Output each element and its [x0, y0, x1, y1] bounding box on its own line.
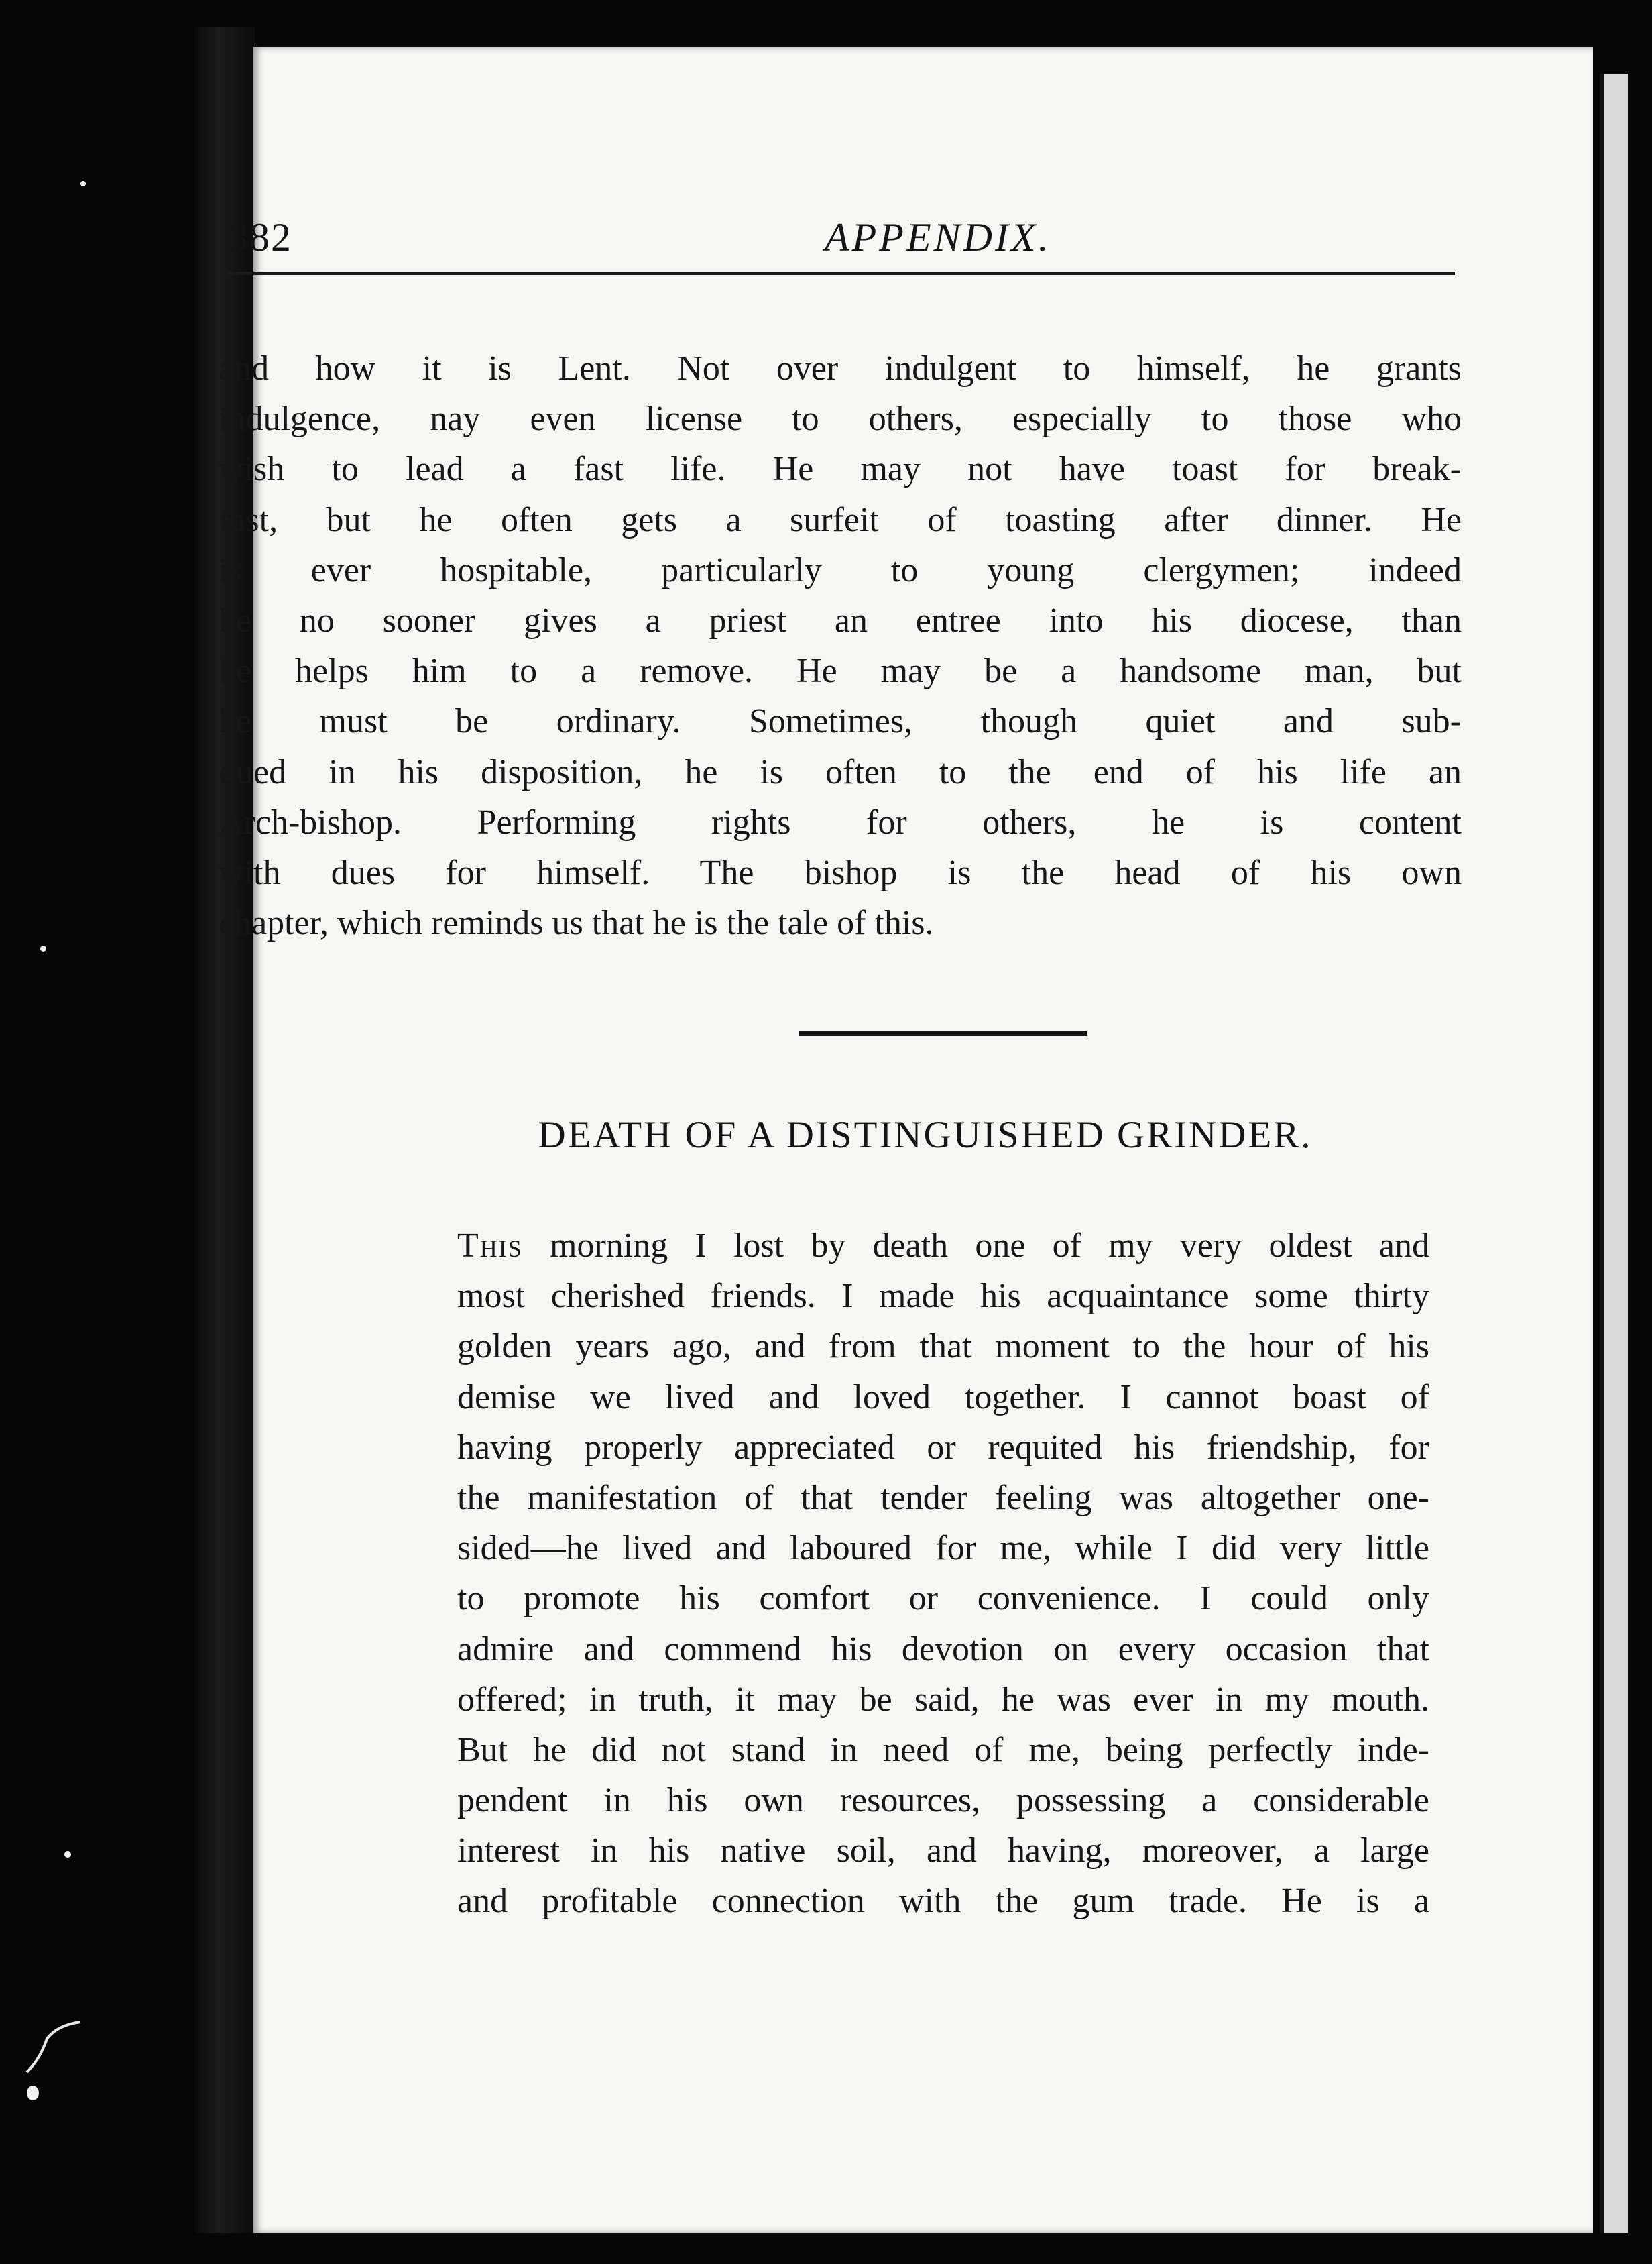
text-line: golden years ago, and from that moment to the hour of his	[457, 1327, 1429, 1366]
header-rule	[228, 272, 1455, 275]
text-line: and how it is Lent. Not over indulgent to himself, he grants	[219, 349, 1462, 388]
text-line: he helps him to a remove. He may be a handsome man, but	[219, 652, 1462, 691]
text-line: he must be ordinary. Sometimes, though quiet and sub-	[219, 702, 1462, 741]
drop-lead-word: This	[457, 1227, 523, 1265]
text-line: admire and commend his devotion on every occasion that	[457, 1630, 1429, 1668]
text-line: to promote his comfort or convenience. I could only	[457, 1579, 1429, 1618]
dust-speck	[27, 2086, 39, 2100]
text-line: with dues for himself. The bishop is the head of his own	[219, 853, 1462, 892]
text-line: But he did not stand in need of me, being perfectly inde-	[457, 1730, 1429, 1769]
text-line: chapter, which reminds us that he is the tale of this.	[219, 904, 934, 943]
section-heading: DEATH OF A DISTINGUISHED GRINDER.	[538, 1114, 1313, 1156]
text-line: wish to lead a fast life. He may not have toast for break-	[219, 450, 1462, 489]
text-line: he no sooner gives a priest an entree into his diocese, than	[219, 601, 1462, 640]
text-line: is ever hospitable, particularly to young clergymen; indeed	[219, 551, 1462, 589]
dust-speck	[40, 946, 46, 952]
text-line: Arch-bishop. Performing rights for others, he is content	[219, 803, 1462, 842]
text-line: having properly appreciated or requited his friendship, for	[457, 1428, 1429, 1467]
text-line: indulgence, nay even license to others, especially to those who	[219, 400, 1462, 439]
running-head-title: APPENDIX.	[825, 215, 1051, 260]
text-line: demise we lived and loved together. I cannot boast of	[457, 1377, 1429, 1416]
facing-page-edge	[1600, 74, 1628, 2233]
section-divider-rule	[799, 1031, 1087, 1036]
section-paragraph	[457, 1221, 1429, 1927]
text-line: and profitable connection with the gum trade. He is a	[457, 1882, 1429, 1921]
dust-speck	[64, 1851, 71, 1858]
text-line: the manifestation of that tender feeling was altogether one-	[457, 1478, 1429, 1517]
running-head	[228, 201, 1455, 288]
text-line: offered; in truth, it may be said, he was ever in my mouth.	[457, 1680, 1429, 1719]
text-line: most cherished friends. I made his acquaintance some thirty	[457, 1277, 1429, 1316]
text-line-rest: morning I lost by death one of my very oldest and	[550, 1227, 1430, 1265]
text-line: interest in his native soil, and having, moreover, a large	[457, 1831, 1429, 1870]
page-number: 382	[228, 215, 292, 260]
text-line: dued in his disposition, he is often to the end of his life an	[219, 752, 1462, 791]
text-line: pendent in his own resources, possessing a considerable	[457, 1781, 1429, 1820]
text-line: sided—he lived and laboured for me, while I did very little	[457, 1529, 1429, 1568]
text-line-first	[457, 1221, 1429, 1271]
continued-paragraph	[219, 343, 1462, 948]
dust-speck	[80, 181, 86, 186]
text-line: fast, but he often gets a surfeit of toasting after dinner. He	[219, 500, 1462, 539]
scan-artifact-mark	[20, 2012, 87, 2079]
